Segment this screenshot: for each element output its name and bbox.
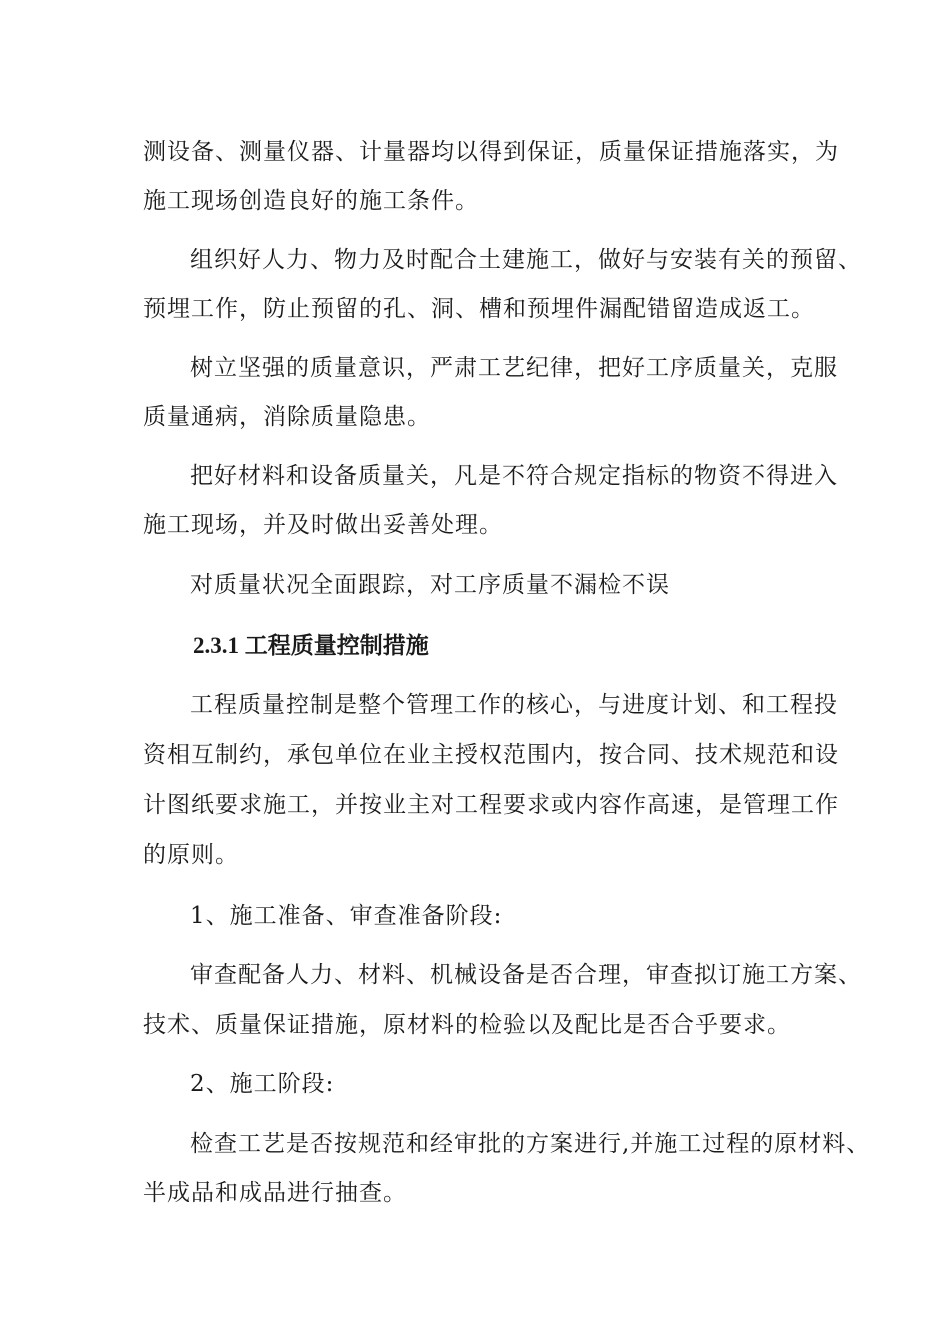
paragraph-line: 的原则。 <box>143 842 239 868</box>
paragraph-line: 测设备、测量仪器、计量器均以得到保证，质量保证措施落实，为 <box>143 139 839 165</box>
list-item-heading: 1、施工准备、审查准备阶段: <box>190 903 503 929</box>
paragraph-line: 工程质量控制是整个管理工作的核心，与进度计划、和工程投 <box>190 692 838 718</box>
paragraph-line: 技术、质量保证措施，原材料的检验以及配比是否合乎要求。 <box>143 1012 791 1038</box>
paragraph-line: 预埋工作，防止预留的孔、洞、槽和预埋件漏配错留造成返工。 <box>143 296 815 322</box>
paragraph-line: 质量通病，消除质量隐患。 <box>143 404 431 430</box>
paragraph-line: 施工现场创造良好的施工条件。 <box>143 188 479 214</box>
list-item-heading: 2、施工阶段: <box>190 1071 335 1097</box>
paragraph-line: 把好材料和设备质量关，凡是不符合规定指标的物资不得进入 <box>190 463 838 489</box>
paragraph-line: 组织好人力、物力及时配合土建施工，做好与安装有关的预留、 <box>190 247 862 273</box>
paragraph-line: 审查配备人力、材料、机械设备是否合理，审查拟订施工方案、 <box>190 962 862 988</box>
paragraph-line: 检查工艺是否按规范和经审批的方案进行,并施工过程的原材料、 <box>190 1131 871 1157</box>
paragraph-line: 树立坚强的质量意识，严肃工艺纪律，把好工序质量关，克服 <box>190 355 838 381</box>
paragraph-line: 资相互制约，承包单位在业主授权范围内，按合同、技术规范和设 <box>143 742 839 768</box>
paragraph-line: 施工现场，并及时做出妥善处理。 <box>143 512 503 538</box>
paragraph-line: 半成品和成品进行抽查。 <box>143 1180 407 1206</box>
paragraph-line: 对质量状况全面跟踪，对工序质量不漏检不误 <box>190 572 670 598</box>
paragraph-line: 计图纸要求施工，并按业主对工程要求或内容作高速，是管理工作 <box>143 792 839 818</box>
section-heading: 2.3.1 工程质量控制措施 <box>193 633 429 658</box>
